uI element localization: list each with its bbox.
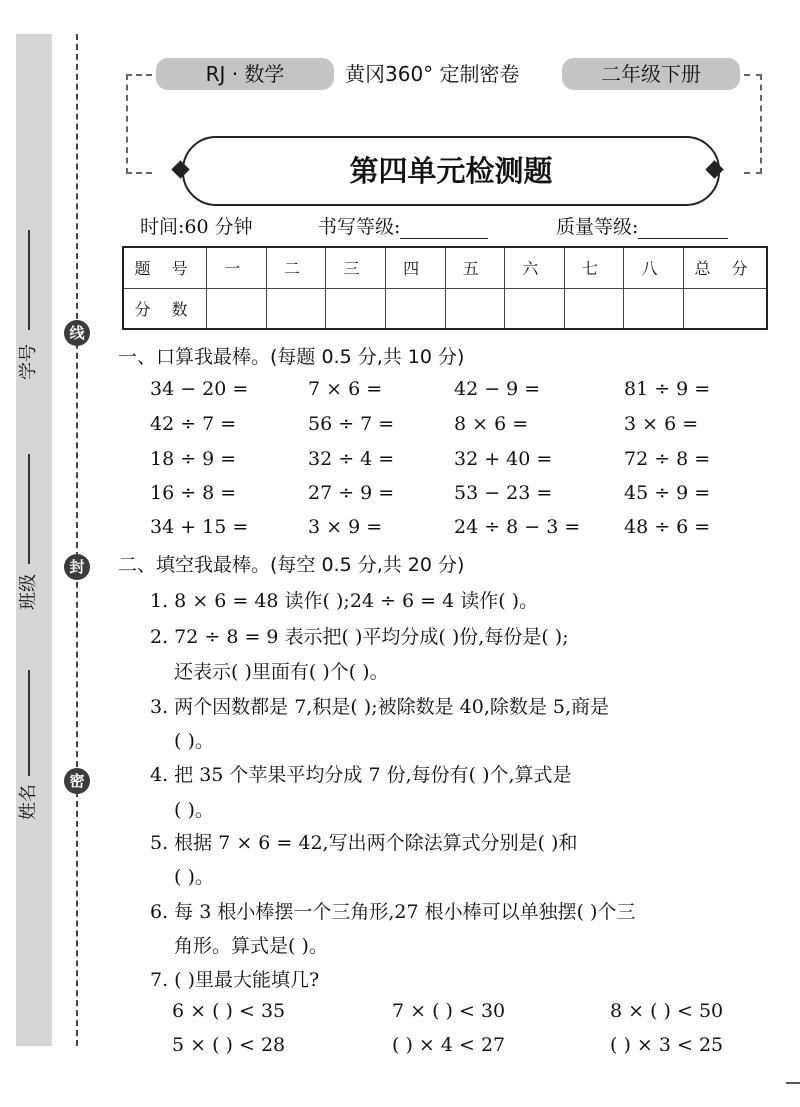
class-blank [28,454,30,564]
calc-item: 18 ÷ 9 = [150,448,237,470]
inequality-item: 7 × ( ) < 30 [392,1000,506,1022]
binding-strip [16,34,52,1046]
score-cell[interactable] [385,288,445,329]
calc-item: 34 + 15 = [150,516,249,538]
score-table-score-row [123,288,767,329]
score-table-header-row [123,247,767,288]
calc-item: 8 × 6 = [454,413,529,435]
question-2-cont: 还表示( )里面有( )个( )。 [174,661,389,683]
section-2-title: 二、填空我最棒。(每空 0.5 分,共 20 分) [118,554,465,576]
table-header-cell: 八 [624,247,684,288]
writing-grade-blank [400,218,488,239]
calc-item: 42 − 9 = [454,378,541,400]
writing-grade-label: 书写等级: [318,216,401,238]
calc-item: 56 ÷ 7 = [308,413,395,435]
question-3-cont: ( )。 [174,730,214,752]
question-4-cont: ( )。 [174,799,214,821]
quality-grade-field [556,212,728,239]
score-cell[interactable] [326,288,386,329]
header-dashed-bracket-left [126,74,152,174]
score-cell[interactable] [684,288,768,329]
question-1: 1. 8 × 6 = 48 读作( );24 ÷ 6 = 4 读作( )。 [150,590,539,612]
question-6-cont: 角形。算式是( )。 [174,935,328,957]
quality-grade-label: 质量等级: [556,216,639,238]
page-title: 第四单元检测题 [182,136,720,206]
calc-item: 16 ÷ 8 = [150,482,237,504]
table-header-cell: 总 分 [684,247,768,288]
calc-item: 53 − 23 = [454,482,553,504]
table-header-cell: 二 [266,247,326,288]
series-name: 黄冈360° 定制密卷 [345,62,520,86]
section-1-title: 一、口算我最棒。(每题 0.5 分,共 10 分) [118,346,465,368]
binding-dashed-line [76,34,78,1046]
class-label: 班级 [18,574,39,610]
calc-item: 7 × 6 = [308,378,383,400]
question-6: 6. 每 3 根小棒摆一个三角形,27 根小棒可以单独摆( )个三 [150,901,636,923]
table-header-cell: 六 [505,247,565,288]
question-5-cont: ( )。 [174,866,214,888]
calc-item: 48 ÷ 6 = [624,516,711,538]
calc-item: 81 ÷ 9 = [624,378,711,400]
table-header-cell: 三 [326,247,386,288]
calc-item: 72 ÷ 8 = [624,448,711,470]
calc-item: 32 ÷ 4 = [308,448,395,470]
calc-item: 27 ÷ 9 = [308,482,395,504]
writing-grade-field [318,212,488,239]
score-cell[interactable] [564,288,624,329]
score-cell[interactable] [505,288,565,329]
question-2: 2. 72 ÷ 8 = 9 表示把( )平均分成( )份,每份是( ); [150,626,569,648]
question-7: 7. ( )里最大能填几? [150,969,320,991]
seal-line-mark: 线 [64,320,90,346]
student-id-blank [28,230,30,330]
question-5: 5. 根据 7 × 6 = 42,写出两个除法算式分别是( )和 [150,832,578,854]
inequality-item: 5 × ( ) < 28 [172,1034,286,1056]
calc-item: 42 ÷ 7 = [150,413,237,435]
page-edge-mark [786,1082,800,1084]
name-blank [28,670,30,776]
student-id-label: 学号 [18,344,39,380]
quality-grade-blank [638,218,728,239]
inequality-item: 6 × ( ) < 35 [172,1000,286,1022]
score-cell[interactable] [445,288,505,329]
calc-item: 24 ÷ 8 − 3 = [454,516,581,538]
seal-secret-mark: 密 [64,768,90,794]
edition-badge: RJ · 数学 [156,58,334,90]
grade-badge: 二年级下册 [562,58,740,90]
score-cell[interactable] [207,288,267,329]
table-header-cell: 七 [564,247,624,288]
score-cell[interactable] [624,288,684,329]
question-3: 3. 两个因数都是 7,积是( );被除数是 40,除数是 5,商是 [150,696,610,718]
table-row-label: 分 数 [123,288,207,329]
calc-item: 34 − 20 = [150,378,249,400]
seal-seal-mark: 封 [64,554,90,580]
calc-item: 3 × 9 = [308,516,383,538]
calc-item: 32 + 40 = [454,448,553,470]
inequality-item: ( ) × 3 < 25 [610,1034,724,1056]
table-header-cell: 一 [207,247,267,288]
calc-item: 3 × 6 = [624,413,699,435]
name-label: 姓名 [18,784,39,820]
exam-time: 时间:60 分钟 [140,216,253,238]
calc-item: 45 ÷ 9 = [624,482,711,504]
inequality-item: 8 × ( ) < 50 [610,1000,724,1022]
question-4: 4. 把 35 个苹果平均分成 7 份,每份有( )个,算式是 [150,764,572,786]
score-table [122,246,768,330]
header-dashed-bracket-right [744,74,762,174]
score-cell[interactable] [266,288,326,329]
table-header-cell: 四 [385,247,445,288]
inequality-item: ( ) × 4 < 27 [392,1034,506,1056]
table-header-cell: 五 [445,247,505,288]
table-header-cell: 题 号 [123,247,207,288]
